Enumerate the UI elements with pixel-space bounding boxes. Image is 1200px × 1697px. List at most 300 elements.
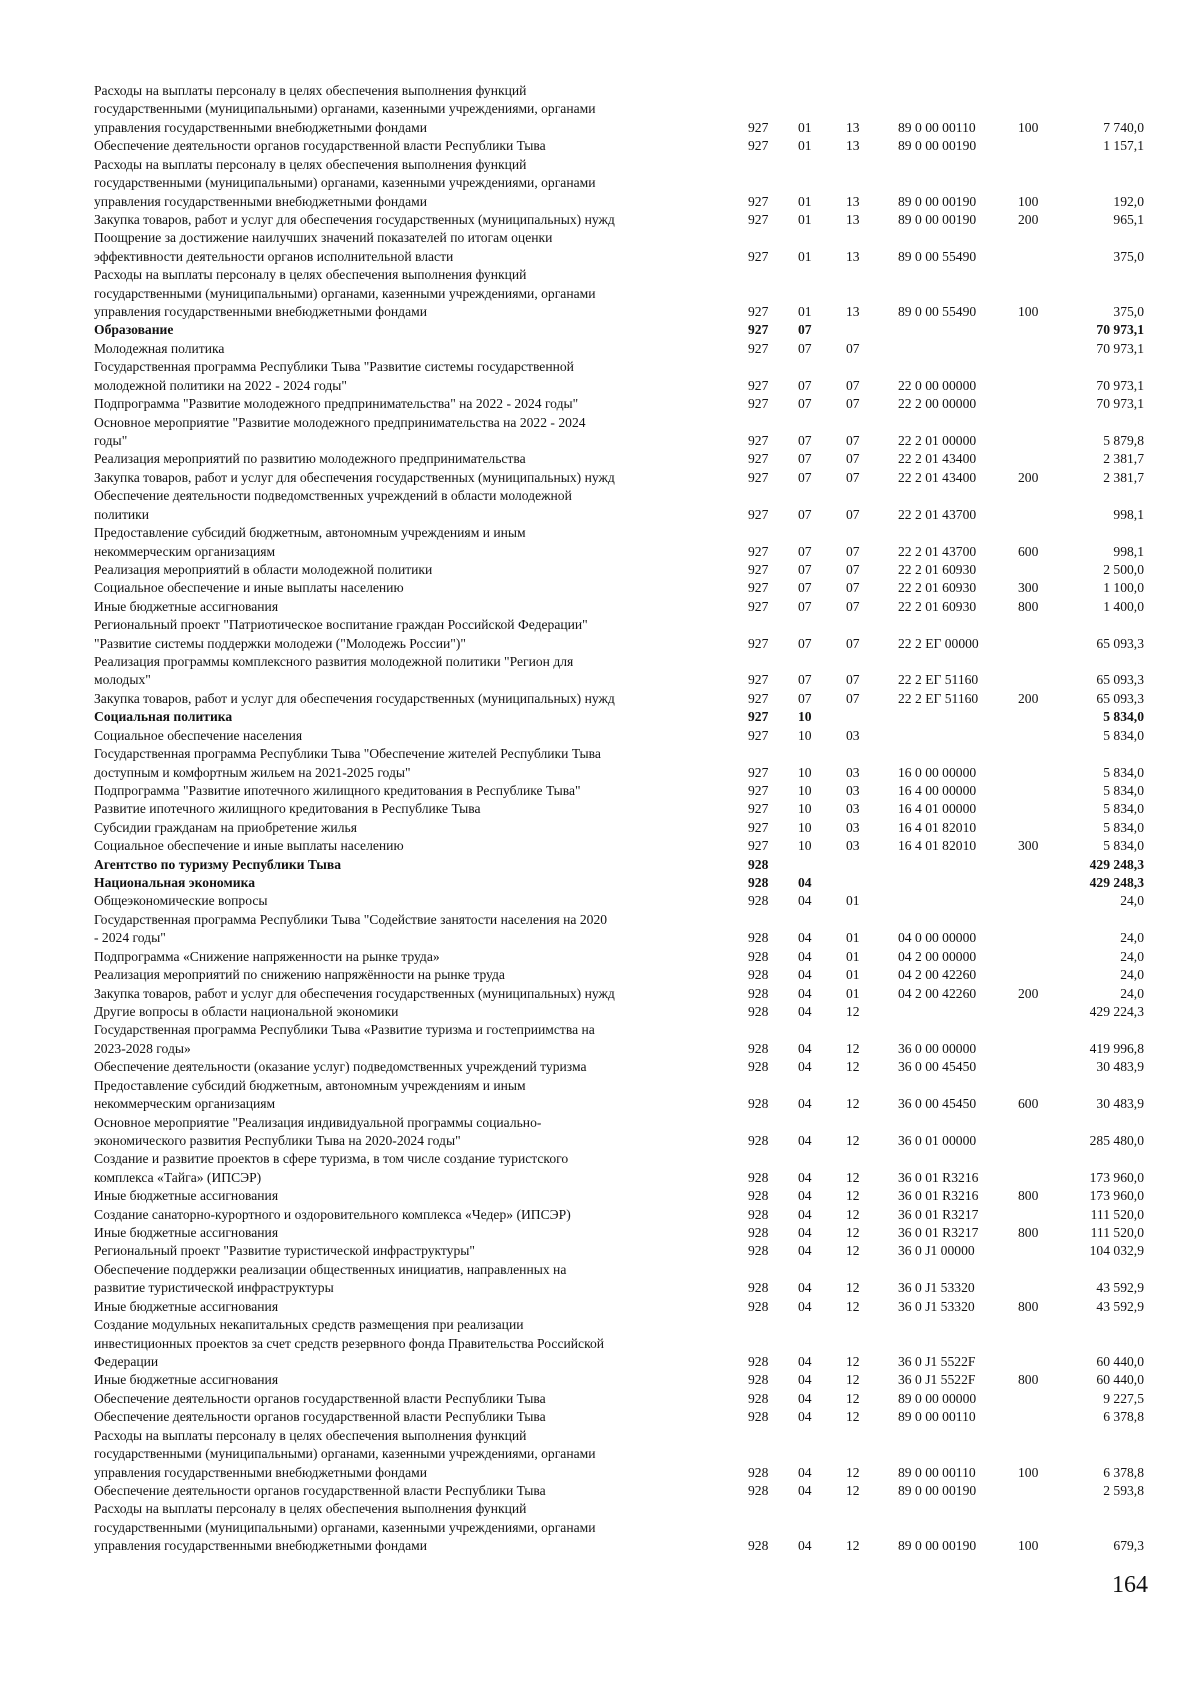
table-row: [0, 708, 1200, 726]
cell-sum: 104 032,9: [1089, 1243, 1144, 1258]
cell-ved: 928: [748, 893, 769, 908]
cell-rz: 04: [798, 1096, 812, 1111]
table-row: [0, 911, 1200, 929]
cell-ved: 928: [748, 1207, 769, 1222]
cell-sum: 419 996,8: [1089, 1041, 1144, 1056]
cell-pr: 07: [846, 433, 860, 448]
cell-name: комплекса «Тайга» (ИПСЭР): [94, 1170, 262, 1185]
cell-sum: 173 960,0: [1089, 1188, 1144, 1203]
cell-ved: 927: [748, 562, 769, 577]
cell-ved: 927: [748, 636, 769, 651]
table-row: [0, 229, 1200, 247]
cell-name: Образование: [94, 322, 174, 337]
cell-name: Предоставление субсидий бюджетным, автономным учреждениям и иным: [94, 1078, 526, 1093]
table-row: [0, 653, 1200, 671]
cell-name: "Развитие системы поддержки молодежи ("Молодежь России")": [94, 636, 466, 651]
cell-name: Развитие ипотечного жилищного кредитования в Республике Тыва: [94, 801, 481, 816]
cell-sum: 9 227,5: [1103, 1391, 1144, 1406]
cell-rz: 01: [798, 304, 812, 319]
cell-sum: 285 480,0: [1089, 1133, 1144, 1148]
cell-csr: 22 2 01 60930: [898, 599, 977, 614]
cell-csr: 04 0 00 00000: [898, 930, 977, 945]
cell-name: Поощрение за достижение наилучших значений показателей по итогам оценки: [94, 230, 553, 245]
cell-pr: 12: [846, 1299, 860, 1314]
table-row: [0, 377, 1200, 395]
cell-pr: 07: [846, 636, 860, 651]
cell-name: Предоставление субсидий бюджетным, автономным учреждениям и иным: [94, 525, 526, 540]
table-row: [0, 1187, 1200, 1205]
cell-name: Региональный проект "Развитие туристической инфраструктуры": [94, 1243, 475, 1258]
cell-vr: 200: [1018, 986, 1039, 1001]
cell-csr: 22 2 00 00000: [898, 396, 977, 411]
cell-vr: 800: [1018, 1372, 1039, 1387]
cell-name: Расходы на выплаты персоналу в целях обеспечения выполнения функций: [94, 1501, 527, 1516]
cell-sum: 111 520,0: [1090, 1225, 1144, 1240]
cell-pr: 03: [846, 801, 860, 816]
cell-vr: 800: [1018, 1225, 1039, 1240]
cell-ved: 927: [748, 801, 769, 816]
cell-ved: 928: [748, 1170, 769, 1185]
table-row: [0, 561, 1200, 579]
cell-name: управления государственными внебюджетными фондами: [94, 1538, 427, 1553]
cell-name: Реализация программы комплексного развития молодежной политики "Регион для: [94, 654, 574, 669]
cell-sum: 43 592,9: [1096, 1280, 1144, 1295]
table-row: [0, 321, 1200, 339]
cell-name: 2023-2028 годы»: [94, 1041, 191, 1056]
cell-rz: 01: [798, 120, 812, 135]
cell-name: Создание модульных некапитальных средств размещения при реализации: [94, 1317, 524, 1332]
cell-rz: 07: [798, 636, 812, 651]
table-row: [0, 1206, 1200, 1224]
cell-ved: 928: [748, 1465, 769, 1480]
table-row: [0, 414, 1200, 432]
cell-pr: 13: [846, 304, 860, 319]
table-row: [0, 543, 1200, 561]
table-row: [0, 1150, 1200, 1168]
cell-ved: 927: [748, 580, 769, 595]
cell-ved: 927: [748, 728, 769, 743]
cell-ved: 928: [748, 1372, 769, 1387]
cell-csr: 36 0 01 00000: [898, 1133, 977, 1148]
cell-ved: 927: [748, 507, 769, 522]
cell-pr: 03: [846, 783, 860, 798]
cell-vr: 300: [1018, 580, 1039, 595]
cell-rz: 04: [798, 893, 812, 908]
cell-name: Социальное обеспечение населения: [94, 728, 303, 743]
cell-csr: 36 0 00 45450: [898, 1096, 977, 1111]
cell-sum: 375,0: [1113, 304, 1144, 319]
cell-rz: 04: [798, 1354, 812, 1369]
cell-pr: 12: [846, 1243, 860, 1258]
cell-name: Подпрограмма "Развитие ипотечного жилищного кредитования в Республике Тыва": [94, 783, 581, 798]
table-row: [0, 1279, 1200, 1297]
cell-csr: 89 0 00 55490: [898, 249, 977, 264]
cell-rz: 01: [798, 249, 812, 264]
table-row: [0, 358, 1200, 376]
cell-sum: 1 400,0: [1103, 599, 1144, 614]
cell-csr: 36 0 J1 5522F: [898, 1354, 976, 1369]
cell-csr: 36 0 J1 5522F: [898, 1372, 976, 1387]
cell-rz: 07: [798, 544, 812, 559]
cell-sum: 24,0: [1120, 949, 1144, 964]
cell-ved: 928: [748, 1538, 769, 1553]
cell-rz: 04: [798, 1483, 812, 1498]
cell-sum: 2 381,7: [1103, 470, 1144, 485]
table-row: [0, 966, 1200, 984]
table-row: [0, 506, 1200, 524]
cell-csr: 16 4 00 00000: [898, 783, 977, 798]
cell-name: Закупка товаров, работ и услуг для обеспечения государственных (муниципальных) нужд: [94, 470, 615, 485]
cell-csr: 22 2 01 00000: [898, 433, 977, 448]
cell-name: Подпрограмма «Снижение напряженности на рынке труда»: [94, 949, 440, 964]
table-row: [0, 800, 1200, 818]
cell-name: управления государственными внебюджетными фондами: [94, 120, 427, 135]
cell-pr: 12: [846, 1041, 860, 1056]
cell-csr: 36 0 01 R3217: [898, 1207, 979, 1222]
cell-name: Государственная программа Республики Тыва "Содействие занятости населения на 2020: [94, 912, 608, 927]
cell-sum: 5 834,0: [1103, 838, 1144, 853]
cell-csr: 04 2 00 00000: [898, 949, 977, 964]
cell-name: политики: [94, 507, 150, 522]
cell-vr: 100: [1018, 120, 1039, 135]
cell-sum: 30 483,9: [1096, 1059, 1144, 1074]
cell-ved: 928: [748, 1059, 769, 1074]
cell-name: молодых": [94, 672, 151, 687]
cell-ved: 928: [748, 857, 769, 872]
cell-pr: 13: [846, 194, 860, 209]
table-row: [0, 1316, 1200, 1334]
cell-name: Реализация мероприятий в области молодежной политики: [94, 562, 433, 577]
table-row: [0, 1040, 1200, 1058]
cell-csr: 36 0 01 R3216: [898, 1188, 979, 1203]
table-row: [0, 1482, 1200, 1500]
cell-sum: 5 834,0: [1103, 801, 1144, 816]
cell-rz: 10: [798, 801, 812, 816]
cell-csr: 04 2 00 42260: [898, 986, 977, 1001]
cell-sum: 173 960,0: [1089, 1170, 1144, 1185]
cell-csr: 89 0 00 00000: [898, 1391, 977, 1406]
table-row: [0, 450, 1200, 468]
cell-rz: 10: [798, 709, 812, 724]
cell-sum: 375,0: [1113, 249, 1144, 264]
cell-csr: 04 2 00 42260: [898, 967, 977, 982]
cell-ved: 928: [748, 1096, 769, 1111]
cell-csr: 16 4 01 82010: [898, 838, 977, 853]
cell-sum: 43 592,9: [1096, 1299, 1144, 1314]
cell-pr: 07: [846, 451, 860, 466]
table-row: [0, 395, 1200, 413]
cell-rz: 04: [798, 967, 812, 982]
cell-ved: 927: [748, 378, 769, 393]
cell-sum: 65 093,3: [1096, 672, 1144, 687]
cell-rz: 10: [798, 820, 812, 835]
cell-rz: 04: [798, 1409, 812, 1424]
table-row: [0, 819, 1200, 837]
cell-name: Социальная политика: [94, 709, 233, 724]
cell-name: инвестиционных проектов за счет средств резервного фонда Правительства Российской: [94, 1336, 605, 1351]
cell-pr: 07: [846, 544, 860, 559]
cell-sum: 429 224,3: [1089, 1004, 1144, 1019]
table-row: [0, 1335, 1200, 1353]
cell-pr: 12: [846, 1133, 860, 1148]
cell-name: молодежной политики на 2022 - 2024 годы": [94, 378, 347, 393]
cell-ved: 928: [748, 1280, 769, 1295]
cell-name: некоммерческим организациям: [94, 1096, 276, 1111]
cell-pr: 07: [846, 562, 860, 577]
cell-name: Субсидии гражданам на приобретение жилья: [94, 820, 357, 835]
table-row: [0, 1298, 1200, 1316]
cell-rz: 07: [798, 322, 812, 337]
cell-sum: 60 440,0: [1096, 1354, 1144, 1369]
cell-ved: 928: [748, 1041, 769, 1056]
table-row: [0, 874, 1200, 892]
cell-name: некоммерческим организациям: [94, 544, 276, 559]
cell-name: экономического развития Республики Тыва на 2020-2024 годы": [94, 1133, 461, 1148]
cell-name: Иные бюджетные ассигнования: [94, 599, 279, 614]
cell-pr: 07: [846, 507, 860, 522]
cell-sum: 5 834,0: [1103, 728, 1144, 743]
table-row: [0, 598, 1200, 616]
cell-ved: 927: [748, 765, 769, 780]
cell-ved: 927: [748, 194, 769, 209]
cell-pr: 12: [846, 1059, 860, 1074]
table-row: [0, 985, 1200, 1003]
cell-name: Иные бюджетные ассигнования: [94, 1188, 279, 1203]
cell-sum: 998,1: [1113, 507, 1144, 522]
cell-rz: 04: [798, 1041, 812, 1056]
cell-rz: 04: [798, 875, 812, 890]
cell-pr: 12: [846, 1225, 860, 1240]
cell-sum: 5 834,0: [1103, 765, 1144, 780]
table-row: [0, 1427, 1200, 1445]
cell-name: доступным и комфортным жильем на 2021-2025 годы": [94, 765, 411, 780]
cell-pr: 12: [846, 1188, 860, 1203]
cell-rz: 07: [798, 599, 812, 614]
cell-name: Общеэкономические вопросы: [94, 893, 268, 908]
cell-rz: 07: [798, 433, 812, 448]
cell-ved: 928: [748, 1299, 769, 1314]
cell-ved: 927: [748, 451, 769, 466]
cell-pr: 13: [846, 249, 860, 264]
cell-rz: 04: [798, 1538, 812, 1553]
cell-name: Основное мероприятие "Развитие молодежного предпринимательства на 2022 - 2024: [94, 415, 586, 430]
table-row: [0, 1261, 1200, 1279]
cell-sum: 70 973,1: [1096, 396, 1144, 411]
cell-rz: 04: [798, 1004, 812, 1019]
cell-name: Основное мероприятие "Реализация индивидуальной программы социально-: [94, 1115, 542, 1130]
cell-csr: 22 2 ЕГ 00000: [898, 636, 979, 651]
cell-name: Государственная программа Республики Тыва "Обеспечение жителей Республики Тыва: [94, 746, 601, 761]
cell-csr: 89 0 00 00190: [898, 1483, 977, 1498]
cell-rz: 07: [798, 691, 812, 706]
page-number: 164: [1112, 1572, 1148, 1598]
cell-ved: 928: [748, 1188, 769, 1203]
cell-ved: 927: [748, 138, 769, 153]
cell-rz: 04: [798, 1225, 812, 1240]
cell-name: управления государственными внебюджетными фондами: [94, 304, 427, 319]
cell-sum: 192,0: [1113, 194, 1144, 209]
table-row: [0, 1169, 1200, 1187]
cell-rz: 01: [798, 212, 812, 227]
cell-rz: 04: [798, 949, 812, 964]
table-row: [0, 1371, 1200, 1389]
cell-pr: 07: [846, 580, 860, 595]
cell-rz: 07: [798, 396, 812, 411]
cell-sum: 65 093,3: [1096, 691, 1144, 706]
cell-vr: 100: [1018, 1538, 1039, 1553]
cell-name: Расходы на выплаты персоналу в целях обеспечения выполнения функций: [94, 83, 527, 98]
table-row: [0, 1408, 1200, 1426]
cell-csr: 22 2 01 43400: [898, 451, 977, 466]
table-row: [0, 948, 1200, 966]
table-row: [0, 82, 1200, 100]
cell-rz: 04: [798, 1207, 812, 1222]
table-row: [0, 156, 1200, 174]
cell-ved: 927: [748, 838, 769, 853]
cell-name: Федерации: [94, 1354, 159, 1369]
cell-csr: 89 0 00 00190: [898, 212, 977, 227]
cell-name: Национальная экономика: [94, 875, 255, 890]
cell-name: Обеспечение деятельности органов государственной власти Республики Тыва: [94, 1483, 546, 1498]
cell-sum: 70 973,1: [1096, 378, 1144, 393]
cell-name: государственными (муниципальными) органами, казенными учреждениями, органами: [94, 1520, 596, 1535]
cell-csr: 89 0 00 55490: [898, 304, 977, 319]
cell-csr: 36 0 J1 53320: [898, 1280, 975, 1295]
table-row: [0, 579, 1200, 597]
cell-pr: 12: [846, 1372, 860, 1387]
cell-name: Обеспечение деятельности органов государственной власти Республики Тыва: [94, 1391, 546, 1406]
cell-pr: 07: [846, 691, 860, 706]
cell-rz: 07: [798, 580, 812, 595]
cell-rz: 07: [798, 451, 812, 466]
cell-rz: 07: [798, 378, 812, 393]
table-row: [0, 119, 1200, 137]
cell-sum: 24,0: [1120, 986, 1144, 1001]
cell-vr: 200: [1018, 470, 1039, 485]
table-row: [0, 727, 1200, 745]
cell-name: Обеспечение деятельности (оказание услуг) подведомственных учреждений туризма: [94, 1059, 587, 1074]
cell-ved: 928: [748, 1354, 769, 1369]
cell-ved: 927: [748, 322, 769, 337]
cell-csr: 36 0 00 45450: [898, 1059, 977, 1074]
cell-rz: 07: [798, 470, 812, 485]
cell-rz: 04: [798, 930, 812, 945]
table-row: [0, 1519, 1200, 1537]
cell-name: Обеспечение деятельности органов государственной власти Республики Тыва: [94, 138, 546, 153]
cell-sum: 1 157,1: [1103, 138, 1144, 153]
cell-sum: 998,1: [1113, 544, 1144, 559]
cell-name: государственными (муниципальными) органами, казенными учреждениями, органами: [94, 286, 596, 301]
cell-ved: 927: [748, 212, 769, 227]
cell-sum: 5 879,8: [1103, 433, 1144, 448]
cell-name: - 2024 годы": [94, 930, 166, 945]
cell-csr: 22 2 01 60930: [898, 580, 977, 595]
cell-pr: 12: [846, 1391, 860, 1406]
cell-pr: 01: [846, 949, 860, 964]
table-row: [0, 137, 1200, 155]
table-row: [0, 1500, 1200, 1518]
table-row: [0, 1077, 1200, 1095]
cell-sum: 24,0: [1120, 893, 1144, 908]
table-row: [0, 1224, 1200, 1242]
cell-pr: 07: [846, 599, 860, 614]
cell-csr: 22 2 01 43700: [898, 544, 977, 559]
cell-csr: 89 0 00 00110: [898, 1409, 976, 1424]
cell-csr: 22 2 ЕГ 51160: [898, 691, 979, 706]
table-row: [0, 487, 1200, 505]
cell-pr: 12: [846, 1354, 860, 1369]
cell-ved: 927: [748, 709, 769, 724]
cell-name: Социальное обеспечение и иные выплаты населению: [94, 838, 404, 853]
cell-rz: 01: [798, 194, 812, 209]
table-row: [0, 837, 1200, 855]
cell-vr: 200: [1018, 212, 1039, 227]
cell-pr: 03: [846, 765, 860, 780]
cell-name: Обеспечение поддержки реализации общественных инициатив, направленных на: [94, 1262, 567, 1277]
cell-csr: 22 2 01 43400: [898, 470, 977, 485]
cell-name: развитие туристической инфраструктуры: [94, 1280, 334, 1295]
cell-ved: 928: [748, 1004, 769, 1019]
cell-csr: 89 0 00 00190: [898, 1538, 977, 1553]
cell-name: Обеспечение деятельности подведомственных учреждений в области молодежной: [94, 488, 572, 503]
cell-vr: 100: [1018, 304, 1039, 319]
table-row: [0, 635, 1200, 653]
cell-pr: 07: [846, 378, 860, 393]
cell-csr: 36 0 01 R3216: [898, 1170, 979, 1185]
cell-vr: 200: [1018, 691, 1039, 706]
table-row: [0, 1132, 1200, 1150]
cell-name: Обеспечение деятельности органов государственной власти Республики Тыва: [94, 1409, 546, 1424]
cell-csr: 22 0 00 00000: [898, 378, 977, 393]
cell-pr: 12: [846, 1207, 860, 1222]
cell-csr: 22 2 01 43700: [898, 507, 977, 522]
cell-name: Иные бюджетные ассигнования: [94, 1225, 279, 1240]
cell-pr: 12: [846, 1483, 860, 1498]
cell-vr: 100: [1018, 1465, 1039, 1480]
cell-pr: 12: [846, 1280, 860, 1295]
cell-rz: 10: [798, 838, 812, 853]
table-row: [0, 1003, 1200, 1021]
table-row: [0, 524, 1200, 542]
cell-ved: 927: [748, 249, 769, 264]
cell-pr: 13: [846, 138, 860, 153]
cell-sum: 429 248,3: [1089, 857, 1144, 872]
cell-ved: 927: [748, 341, 769, 356]
cell-pr: 03: [846, 820, 860, 835]
table-row: [0, 193, 1200, 211]
cell-rz: 04: [798, 1299, 812, 1314]
cell-vr: 600: [1018, 1096, 1039, 1111]
cell-csr: 36 0 00 00000: [898, 1041, 977, 1056]
cell-pr: 07: [846, 672, 860, 687]
cell-rz: 04: [798, 1133, 812, 1148]
cell-sum: 965,1: [1113, 212, 1144, 227]
cell-csr: 89 0 00 00190: [898, 138, 977, 153]
table-row: [0, 340, 1200, 358]
cell-rz: 04: [798, 1372, 812, 1387]
cell-pr: 12: [846, 1096, 860, 1111]
cell-rz: 04: [798, 1059, 812, 1074]
cell-ved: 927: [748, 120, 769, 135]
cell-pr: 03: [846, 728, 860, 743]
table-row: [0, 1242, 1200, 1260]
cell-rz: 04: [798, 1465, 812, 1480]
cell-rz: 07: [798, 672, 812, 687]
cell-vr: 800: [1018, 1299, 1039, 1314]
cell-rz: 07: [798, 507, 812, 522]
cell-rz: 10: [798, 783, 812, 798]
cell-ved: 927: [748, 599, 769, 614]
